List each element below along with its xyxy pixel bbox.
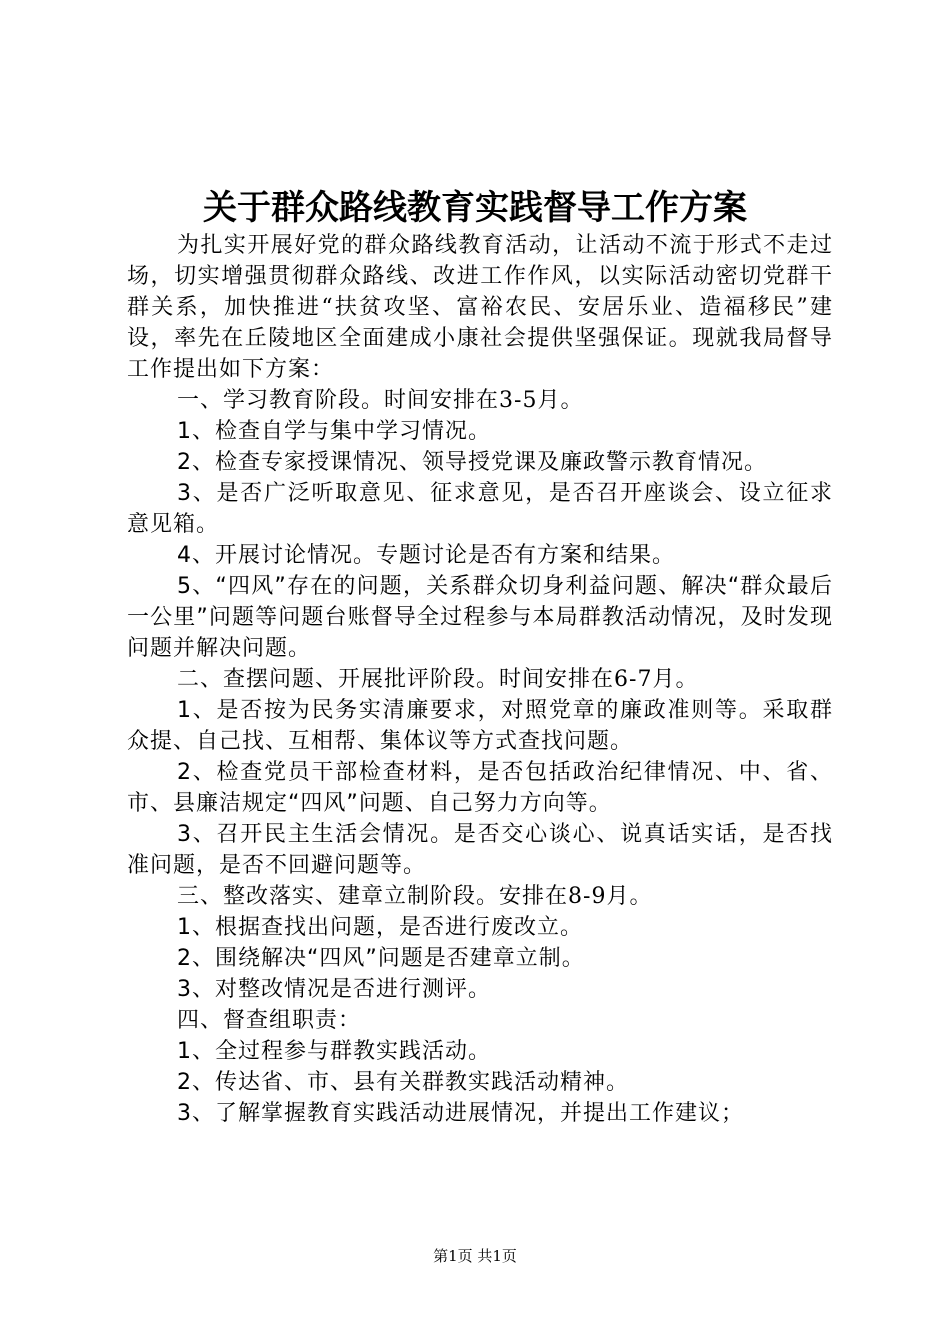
section-3-item-1: 1、根据查找出问题，是否进行废改立。 <box>177 915 583 940</box>
section-2-item-1 <box>127 695 833 757</box>
page-footer: 第1页 共1页 <box>433 1247 517 1265</box>
document-body <box>127 230 833 1129</box>
intro-text: 为扎实开展好党的群众路线教育活动，让活动不流于形式不走过场，切实增强贯彻群众路线、改进工作作风，以实际活动密切党群干群关系，加快推进“扶贫攻坚、富裕农民、安居乐业、造福移民”建设，率先在丘陵地区全面建成小康社会提供坚强保证。现就我局督导工作提出如下方案： <box>127 233 833 382</box>
section-1-item-3: 3、是否广泛听取意见、征求意见，是否召开座谈会、设立征求意见箱。 <box>127 481 833 537</box>
section-3-time: 安排在8-9月。 <box>499 884 653 909</box>
section-4-heading: 四、督查组职责： <box>177 1008 362 1033</box>
section-4-item-1: 1、全过程参与群教实践活动。 <box>177 1039 491 1064</box>
section-3-heading <box>127 881 833 912</box>
section-1-item-4 <box>127 540 833 571</box>
section-1-item-5: 5、“四风”存在的问题，关系群众切身利益问题、解决“群众最后一公里”问题等问题台账督导全过程参与本局群教活动情况，及时发现问题并解决问题。 <box>127 574 833 661</box>
section-2-item-2: 2、检查党员干部检查材料，是否包括政治纪律情况、中、省、市、县廉洁规定“四风”问题、自己努力方向等。 <box>127 760 833 816</box>
section-1-time: 时间安排在3-5月。 <box>384 388 584 413</box>
section-1-item-2: 2、检查专家授课情况、领导授党课及廉政警示教育情况。 <box>177 450 767 475</box>
section-2-item-1-head: 1、是否按为民务实清廉要求，对照党章的廉政准则等。 <box>177 698 763 723</box>
section-2-item-3 <box>127 819 833 881</box>
section-4-item-3: 3、了解掌握教育实践活动进展情况，并提出工作建议； <box>177 1101 744 1126</box>
section-1-item-4-detail: 专题讨论是否有方案和结果。 <box>376 543 676 568</box>
section-3-item-3: 3、对整改情况是否进行测评。 <box>177 977 491 1002</box>
section-1-heading <box>127 385 833 416</box>
document-title: 关于群众路线教育实践督导工作方案 <box>203 188 747 228</box>
section-2-title: 二、查摆问题、开展批评阶段。 <box>177 667 500 692</box>
section-2-heading <box>127 664 833 695</box>
section-2-item-1-detail: 采取群众提、自己找、互相帮、集体议等方式查找问题。 <box>127 698 833 754</box>
section-1-item-4-head: 4、开展讨论情况。 <box>177 543 376 568</box>
section-4-item-2: 2、传达省、市、县有关群教实践活动精神。 <box>177 1070 629 1095</box>
section-2-time: 时间安排在6-7月。 <box>499 667 699 692</box>
section-2-item-3-detail: 是否交心谈心、说真话实话，是否找准问题，是否不回避问题等。 <box>127 822 833 878</box>
section-3-title: 三、整改落实、建章立制阶段。 <box>177 884 500 909</box>
section-2-item-3-head: 3、召开民主生活会情况。 <box>177 822 454 847</box>
section-1-item-1: 1、检查自学与集中学习情况。 <box>177 419 491 444</box>
section-1-title: 一、学习教育阶段。 <box>177 388 385 413</box>
section-3-item-2: 2、围绕解决“四风”问题是否建章立制。 <box>177 946 585 971</box>
intro-paragraph <box>127 230 833 385</box>
